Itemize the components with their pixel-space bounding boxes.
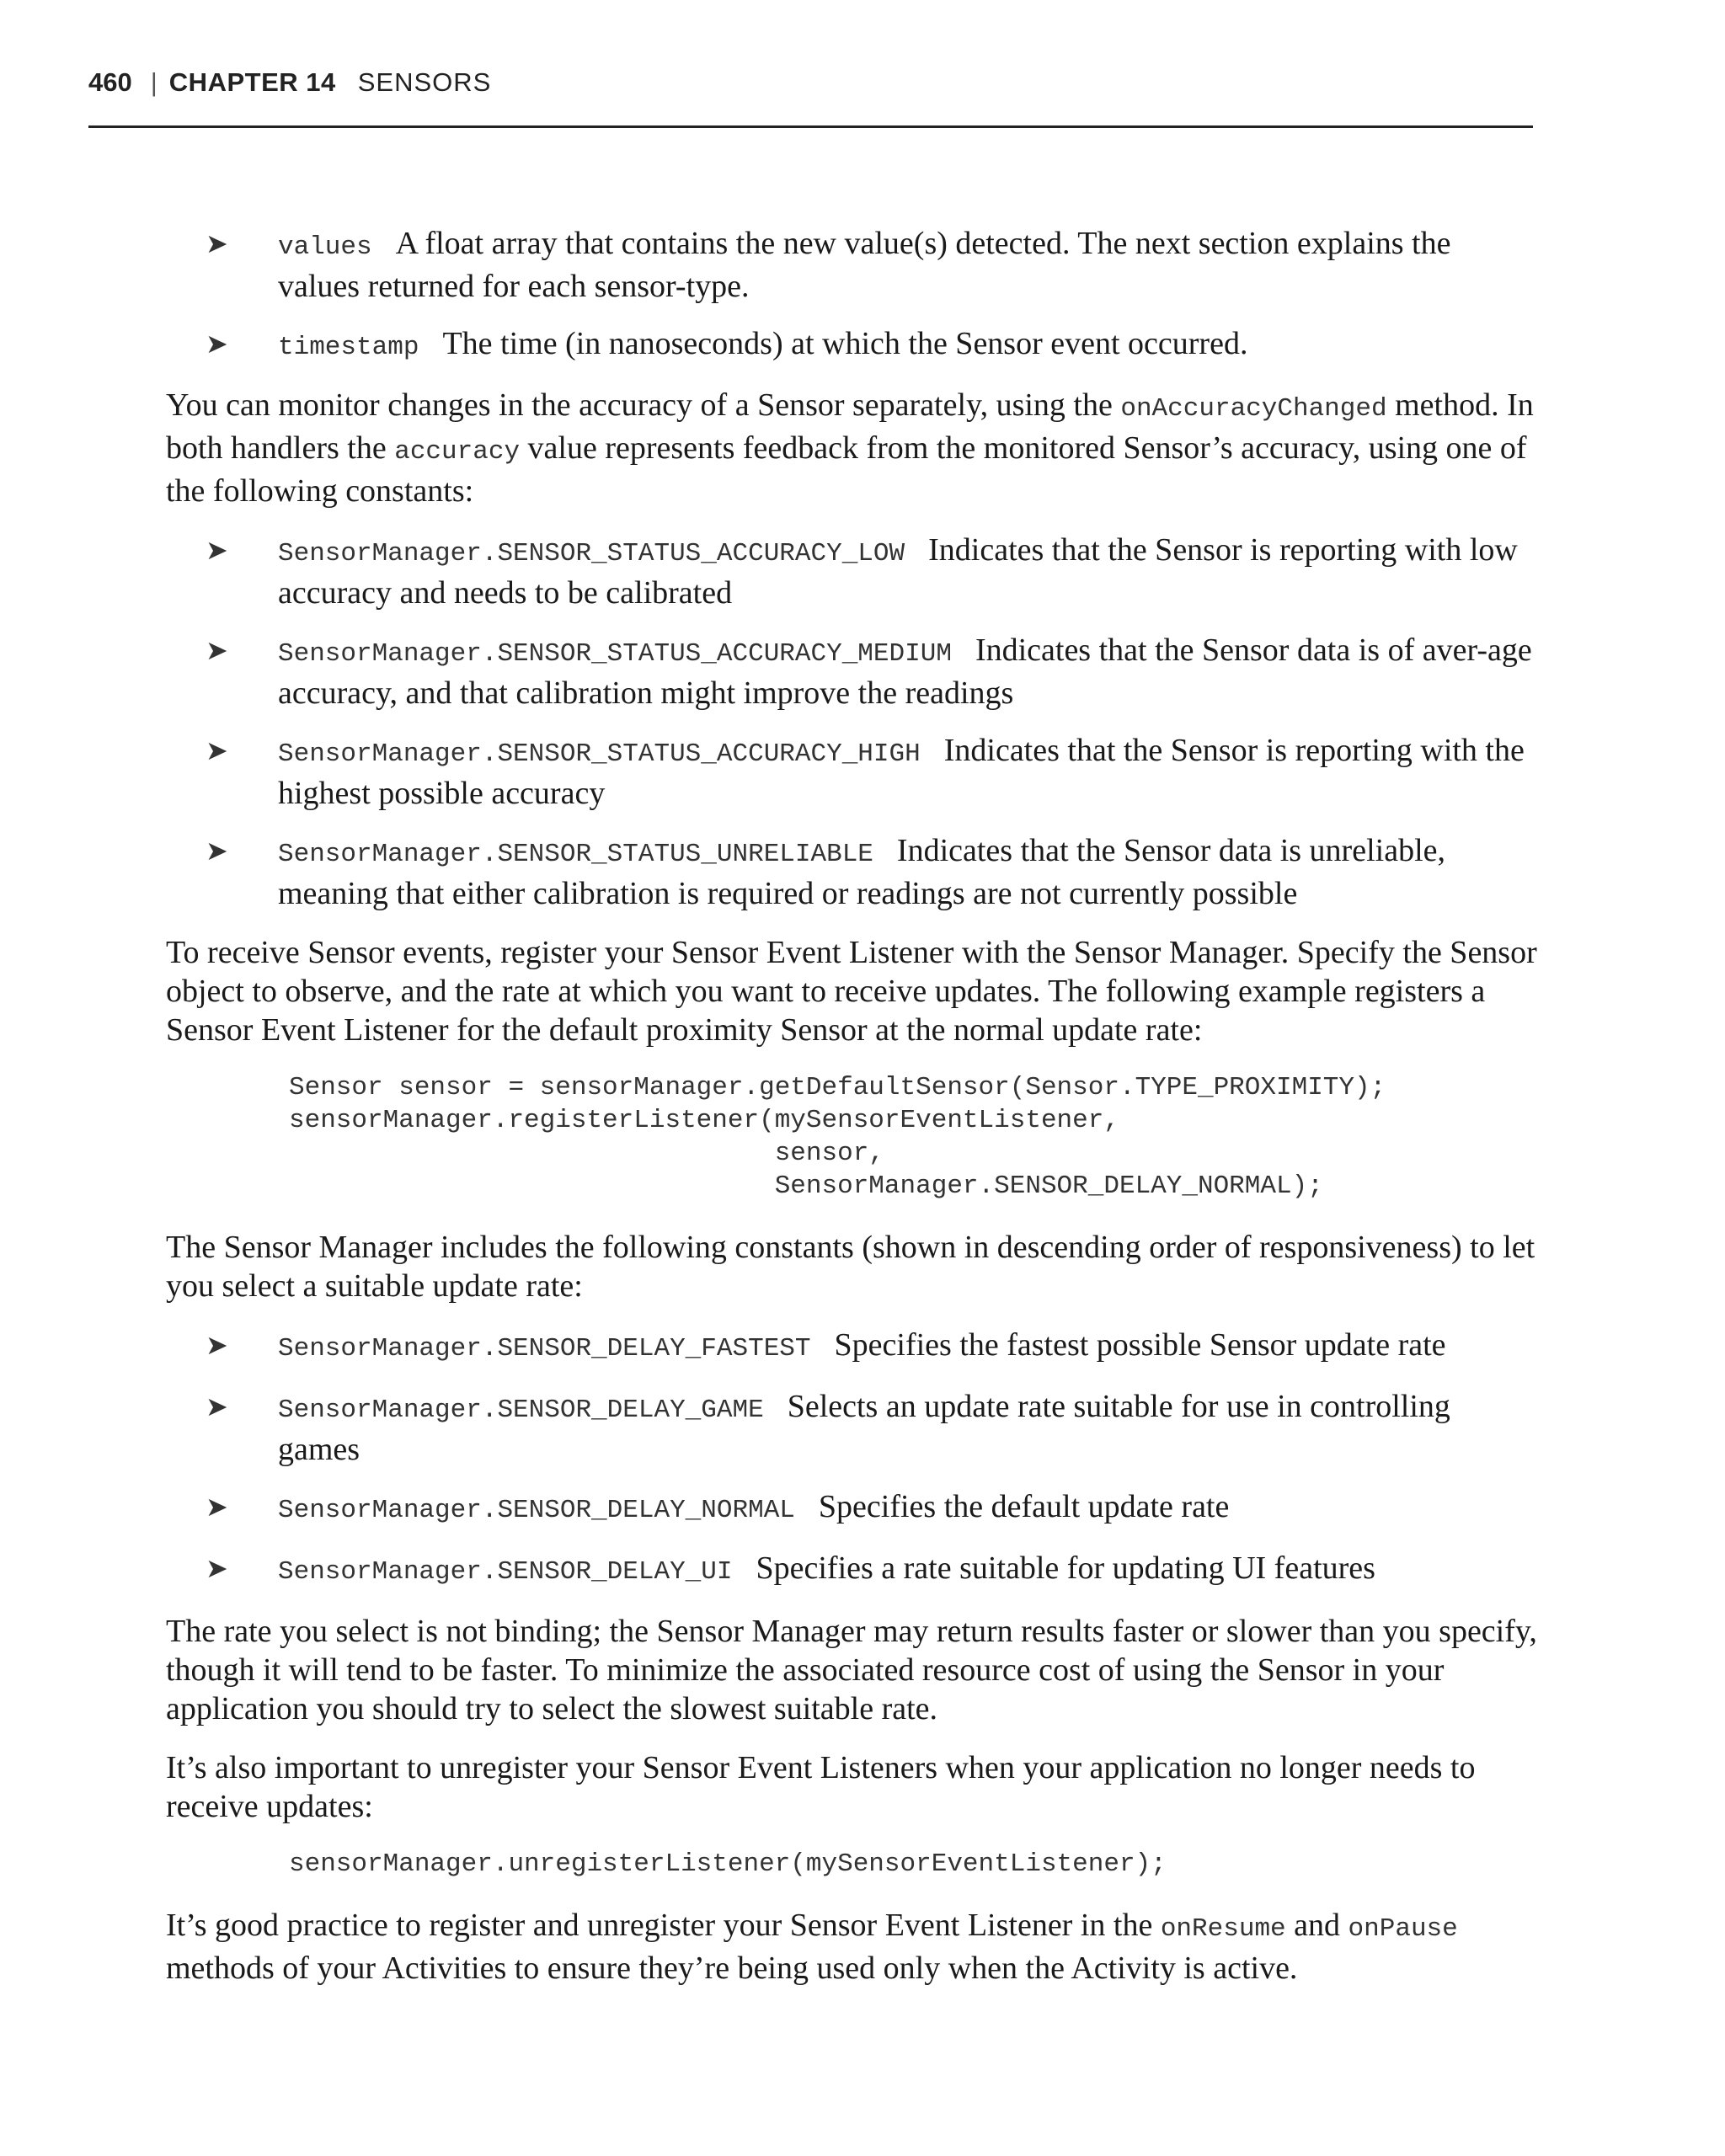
list-item-desc: Indicates that the Sensor data is of aver-age accuracy, and that calibration might improve the readings: [278, 632, 1532, 711]
list-item-term: SensorManager.SENSOR_STATUS_ACCURACY_HIGH: [278, 739, 921, 769]
text-run: You can monitor changes in the accuracy of a Sensor separately, using the: [166, 387, 1121, 423]
arrow-bullet-icon: ➤: [206, 534, 228, 566]
list-item-desc: Specifies the default update rate: [818, 1489, 1230, 1524]
list-item-desc: A float array that contains the new value(s) detected. The next section explains the values returned for each sensor-type.: [278, 226, 1451, 304]
list-item: [166, 731, 1539, 813]
list-item: [166, 1487, 1539, 1530]
code-block-unregister: sensorManager.unregisterListener(mySensorEventListener);: [289, 1849, 1167, 1879]
list-item-desc: The time (in nanoseconds) at which the Sensor event occurred.: [442, 326, 1248, 361]
event-fields-list: [166, 224, 1539, 367]
code-block-register: Sensor sensor = sensorManager.getDefaultSensor(Sensor.TYPE_PROXIMITY); sensorManager.registerListener(mySensorEventListener, sensor, SensorManager.SENSOR_DELAY_NORMAL);: [289, 1073, 1386, 1201]
arrow-bullet-icon: ➤: [206, 328, 228, 360]
header-separator: |: [150, 67, 158, 97]
paragraph-unregister: It’s also important to unregister your Sensor Event Listeners when your application no longer needs to receive updates:: [166, 1750, 1476, 1824]
arrow-bullet-icon: ➤: [206, 634, 228, 666]
page-body: [166, 224, 1539, 2008]
list-item-desc: Specifies a rate suitable for updating UI features: [756, 1550, 1375, 1586]
text-run: value represents feedback from the monitored Sensor’s accuracy, using one of the following constants:: [166, 430, 1527, 509]
paragraph-register: To receive Sensor events, register your Sensor Event Listener with the Sensor Manager. Specify the Sensor object to observe, and the rate at which you want to receive updates. The following example registers a Sensor Event Listener for the default proximity Sensor at the normal update rate:: [166, 935, 1537, 1048]
arrow-bullet-icon: ➤: [206, 835, 228, 867]
list-item-desc: Specifies the fastest possible Sensor update rate: [834, 1327, 1446, 1363]
arrow-bullet-icon: ➤: [206, 1390, 228, 1422]
text-run: method. In both handlers the: [166, 387, 1534, 466]
list-item-term: SensorManager.SENSOR_STATUS_ACCURACY_MEDIUM: [278, 639, 952, 669]
list-item-desc: Indicates that the Sensor is reporting with the highest possible accuracy: [278, 733, 1525, 811]
paragraph-rate-binding: The rate you select is not binding; the Sensor Manager may return results faster or slower than you specify, though it will tend to be faster. To minimize the associated resource cost of using the Sensor in your application you should try to select the slowest suitable rate.: [166, 1614, 1537, 1726]
list-item: [166, 631, 1539, 712]
list-item-desc: Indicates that the Sensor data is unreliable, meaning that either calibration is required or readings are not currently possible: [278, 833, 1445, 911]
list-item-desc: Selects an update rate suitable for use in controlling games: [278, 1389, 1450, 1467]
list-item-term: timestamp: [278, 333, 419, 362]
list-item-term: SensorManager.SENSOR_STATUS_ACCURACY_LOW: [278, 539, 905, 568]
inline-code: accuracy: [394, 437, 521, 467]
page-number: 460: [88, 67, 132, 97]
arrow-bullet-icon: ➤: [206, 734, 228, 766]
list-item: [166, 224, 1539, 306]
inline-code: onAccuracyChanged: [1120, 394, 1387, 424]
text-run: methods of your Activities to ensure they’re being used only when the Activity is active.: [166, 1951, 1298, 1986]
list-item-term: SensorManager.SENSOR_DELAY_GAME: [278, 1396, 764, 1425]
arrow-bullet-icon: ➤: [206, 1329, 228, 1361]
inline-code: onPause: [1348, 1914, 1458, 1944]
text-run: It’s good practice to register and unregister your Sensor Event Listener in the: [166, 1908, 1161, 1943]
list-item: [166, 531, 1539, 612]
running-header: [88, 66, 1533, 99]
list-item-term: SensorManager.SENSOR_DELAY_UI: [278, 1557, 733, 1587]
inline-code: onResume: [1160, 1914, 1286, 1944]
list-item-term: SensorManager.SENSOR_DELAY_NORMAL: [278, 1496, 795, 1525]
delay-constants-list: [166, 1326, 1539, 1592]
list-item: [166, 1549, 1539, 1592]
text-run: and: [1285, 1908, 1348, 1943]
accuracy-constants-list: [166, 531, 1539, 913]
paragraph-good-practice: [166, 1906, 1539, 1988]
arrow-bullet-icon: ➤: [206, 1491, 228, 1523]
list-item-term: SensorManager.SENSOR_STATUS_UNRELIABLE: [278, 840, 873, 869]
paragraph-accuracy: [166, 386, 1539, 510]
list-item-term: SensorManager.SENSOR_DELAY_FASTEST: [278, 1334, 811, 1364]
section-title: SENSORS: [357, 67, 492, 97]
list-item-term: values: [278, 232, 372, 262]
arrow-bullet-icon: ➤: [206, 227, 228, 259]
chapter-label: CHAPTER 14: [168, 67, 336, 97]
paragraph-rates-intro: The Sensor Manager includes the following constants (shown in descending order of responsiveness) to let you select a suitable update rate:: [166, 1230, 1535, 1304]
list-item-desc: Indicates that the Sensor is reporting with low accuracy and needs to be calibrated: [278, 532, 1518, 611]
page-header: [88, 66, 1533, 128]
list-item: [166, 324, 1539, 367]
list-item: [166, 831, 1539, 913]
list-item: [166, 1387, 1539, 1469]
arrow-bullet-icon: ➤: [206, 1552, 228, 1584]
list-item: [166, 1326, 1539, 1369]
